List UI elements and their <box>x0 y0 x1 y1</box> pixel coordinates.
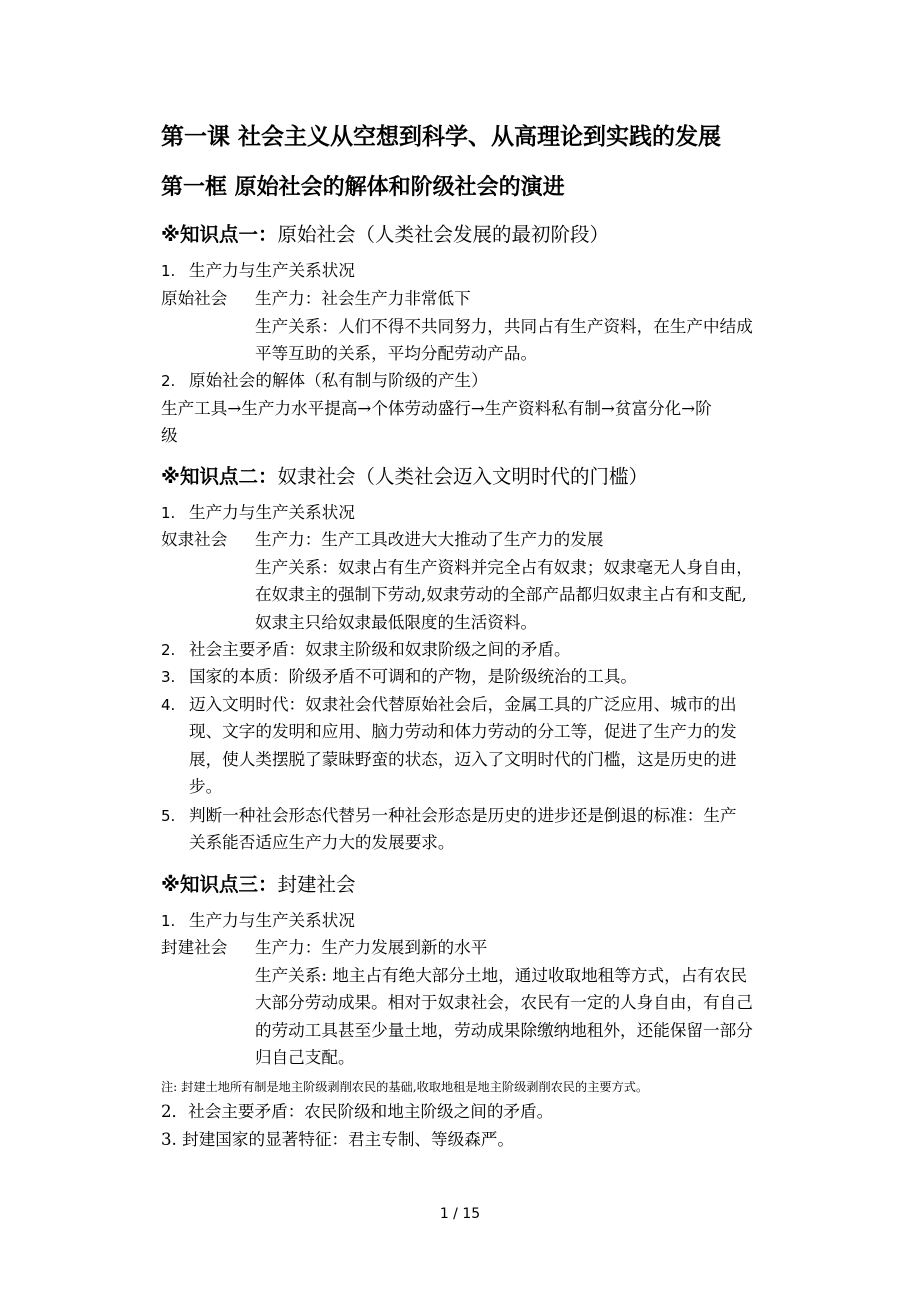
lesson-title: 第一课 社会主义从空想到科学、从高理论到实践的发展 <box>161 124 722 150</box>
kp2-productivity: 生产力：生产工具改进大大推动了生产力的发展 <box>255 530 604 549</box>
kp1-topic: 原始社会（人类社会发展的最初阶段） <box>277 223 609 246</box>
kp1-item1 <box>161 261 355 281</box>
kp2-item4-line2: 现、文字的发明和应用、脑力劳动和体力劳动的分工等，促进了生产力的发 <box>189 722 737 741</box>
kp2-marker: ※知识点二： <box>161 465 278 488</box>
kp1-item2 <box>161 371 488 391</box>
kp1-productivity: 生产力：社会生产力非常低下 <box>255 289 471 308</box>
kp2-item1 <box>161 503 355 523</box>
kp2-item5-line2: 关系能否适应生产力大的发展要求。 <box>189 833 455 852</box>
kp3-item1 <box>161 911 355 931</box>
kp2-item1-text: 生产力与生产关系状况 <box>189 503 355 522</box>
kp2-heading <box>161 461 648 489</box>
kp2-item2-number: 2. <box>161 641 176 659</box>
kp3-item2: 2．社会主要矛盾：农民阶级和地主阶级之间的矛盾。 <box>161 1102 554 1121</box>
kp2-item3-number: 3. <box>161 668 176 686</box>
kp1-item1-number: 1. <box>161 262 176 280</box>
kp3-item1-number: 1. <box>161 912 176 930</box>
kp2-item5-line1 <box>161 806 737 826</box>
kp3-topic: 封建社会 <box>277 873 356 896</box>
kp2-relations-line3: 奴隶主只给奴隶最低限度的生活资料。 <box>255 613 538 632</box>
kp3-item3: 3. 封建国家的显著特征：君主专制、等级森严。 <box>161 1130 514 1149</box>
kp3-relations-line2: 大部分劳动成果。相对于奴隶社会，农民有一定的人身自由，有自己 <box>255 993 753 1012</box>
kp1-item2-number: 2. <box>161 372 176 390</box>
kp3-productivity: 生产力：生产力发展到新的水平 <box>255 938 488 957</box>
kp3-relations-line4: 归自己支配。 <box>255 1048 355 1067</box>
kp2-item1-number: 1. <box>161 504 176 522</box>
kp1-heading <box>161 219 609 247</box>
kp2-item4-text: 迈入文明时代：奴隶社会代替原始社会后，金属工具的广泛应用、城市的出 <box>189 695 737 714</box>
kp2-row-label: 奴隶社会 <box>161 530 228 549</box>
kp1-marker: ※知识点一： <box>161 223 278 246</box>
kp3-note: 注: 封建土地所有制是地主阶级剥削农民的基础,收取地租是地主阶级剥削农民的主要方式。 <box>161 1080 649 1094</box>
page-number: 1 / 15 <box>439 1206 481 1222</box>
kp3-relations-line3: 的劳动工具甚至少量土地，劳动成果除缴纳地租外，还能保留一部分 <box>255 1021 753 1040</box>
section-title: 第一框 原始社会的解体和阶级社会的演进 <box>161 175 565 200</box>
kp1-relations-line1: 生产关系：人们不得不共同努力，共同占有生产资料，在生产中结成 <box>255 317 753 336</box>
kp2-topic: 奴隶社会（人类社会迈入文明时代的门槛） <box>277 465 648 488</box>
kp2-item2 <box>161 640 571 660</box>
kp2-item4-line4: 步。 <box>189 777 223 796</box>
kp2-item2-text: 社会主要矛盾：奴隶主阶级和奴隶阶级之间的矛盾。 <box>189 640 571 659</box>
kp2-item4-line3: 展，使人类摆脱了蒙昧野蛮的状态，迈入了文明时代的门槛，这是历史的进 <box>189 750 737 769</box>
kp1-row-label: 原始社会 <box>161 289 228 308</box>
kp1-relations-line2: 平等互助的关系，平均分配劳动产品。 <box>255 344 538 363</box>
kp2-relations-line1: 生产关系：奴隶占有生产资料并完全占有奴隶；奴隶毫无人身自由， <box>255 558 753 577</box>
kp3-item1-text: 生产力与生产关系状况 <box>189 911 355 930</box>
kp1-chain-line1: 生产工具→生产力水平提高→个体劳动盛行→生产资料私有制→贫富分化→阶 <box>161 399 712 418</box>
kp1-item2-text: 原始社会的解体（私有制与阶级的产生） <box>189 371 488 390</box>
kp2-item4-line1 <box>161 695 737 715</box>
kp3-marker: ※知识点三： <box>161 873 278 896</box>
kp2-item4-number: 4. <box>161 696 176 714</box>
kp2-item5-text: 判断一种社会形态代替另一种社会形态是历史的进步还是倒退的标准：生产 <box>189 806 737 825</box>
kp3-relations-line1: 生产关系: 地主占有绝大部分土地，通过收取地租等方式，占有农民 <box>255 966 748 985</box>
kp1-item1-text: 生产力与生产关系状况 <box>189 261 355 280</box>
kp3-heading <box>161 869 355 897</box>
kp2-item5-number: 5. <box>161 807 176 825</box>
kp2-item3-text: 国家的本质：阶级矛盾不可调和的产物，是阶级统治的工具。 <box>189 667 638 686</box>
kp3-row-label: 封建社会 <box>161 938 228 957</box>
kp2-item3 <box>161 667 637 687</box>
kp2-relations-line2: 在奴隶主的强制下劳动,奴隶劳动的全部产品都归奴隶主占有和支配, <box>255 585 747 604</box>
kp1-chain-line2: 级 <box>161 426 178 445</box>
